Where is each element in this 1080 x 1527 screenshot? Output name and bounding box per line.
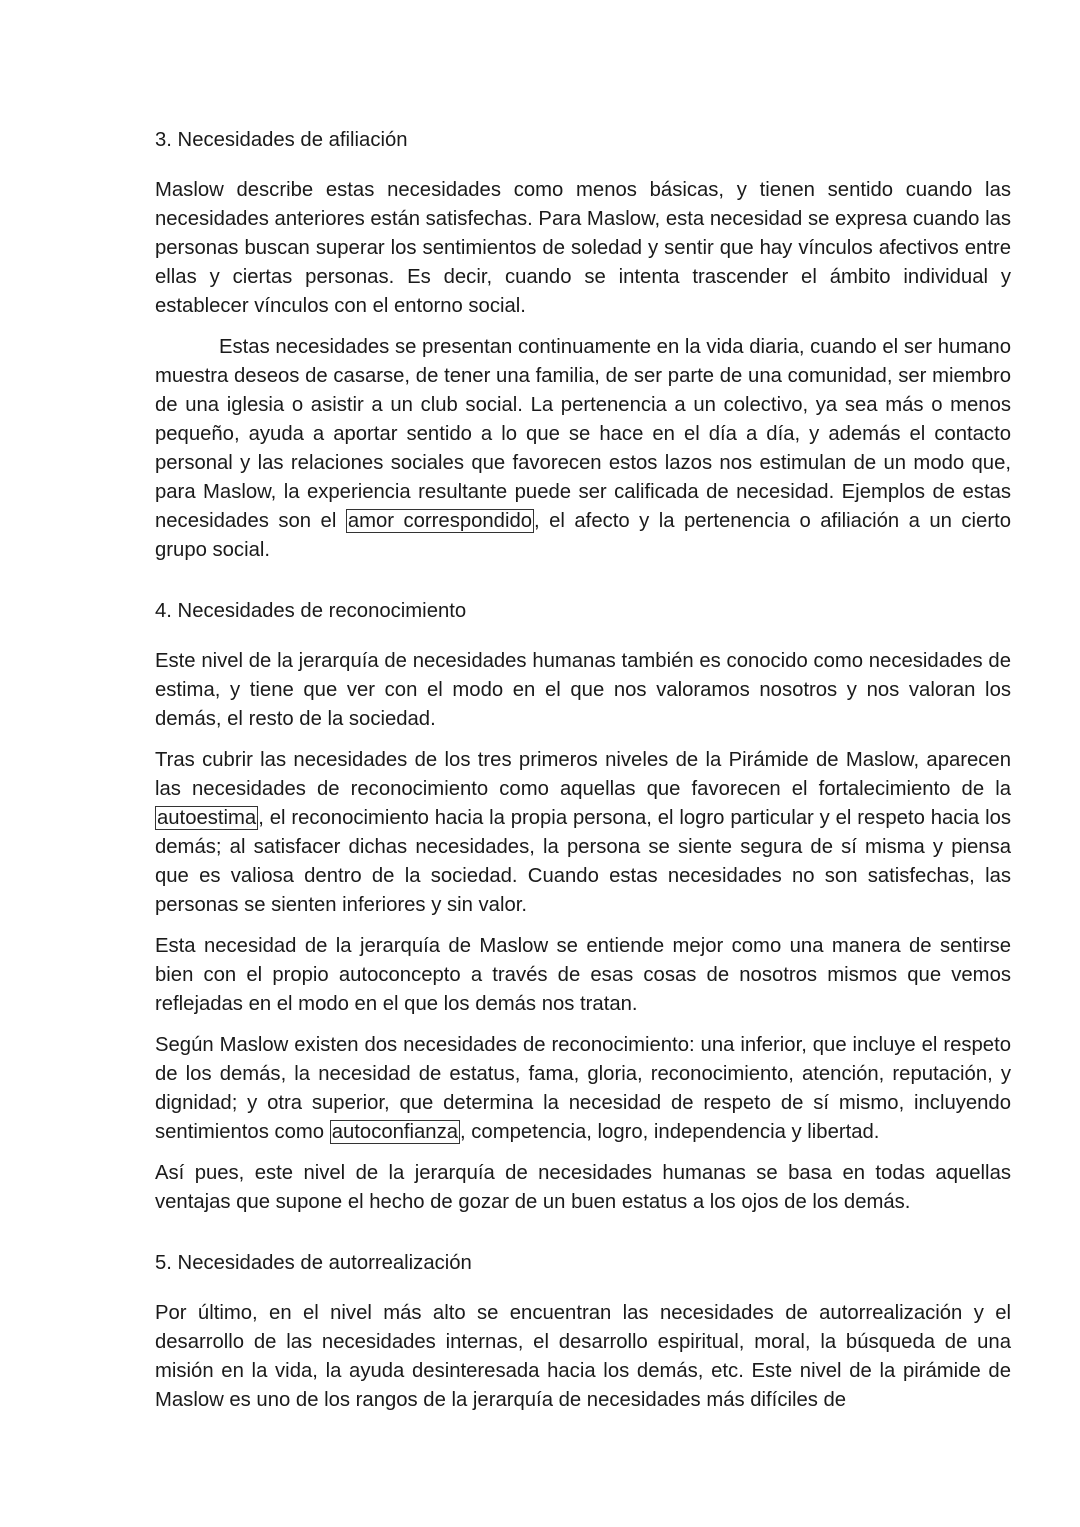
paragraph-text: , el afecto y la pertenencia o afiliación a un cierto grupo social. [155, 510, 1012, 561]
section-title-recognition: 4. Necesidades de reconocimiento [155, 600, 467, 622]
paragraph-text: Tras cubrir las necesidades de los tres primeros niveles de la Pirámide de Maslow, aparecen las necesidades de reconocimiento como aquellas que favorecen el fortalecimiento de la [155, 749, 1011, 800]
paragraph-text: Estas necesidades se presentan continuamente en la vida diaria, cuando el ser humano muestra deseos de casarse, de tener una familia, de ser parte de una comunidad, ser miembro de una iglesia o asistir a un club social. La pertenencia a un colectivo, ya sea más o menos pequeño, ayuda a aportar sentido a lo que se hace en el día a día, y además el contacto personal y las relaciones sociales que favorecen estos lazos nos estimulan de un modo que, para Maslow, la experiencia resultante puede ser calificada de necesidad. Ejemplos de estas necesidades son el [155, 336, 1011, 532]
paragraph: Por último, en el nivel más alto se encuentran las necesidades de autorrealización y el desarrollo de las necesidades internas, el desarrollo espiritual, moral, la búsqueda de una misión en la vida, la ayuda desinteresada hacia los demás, etc. Este nivel de la pirámide de Maslow es uno de los rangos de la jerarquía de necesidades más difíciles de [155, 1302, 1011, 1411]
document-page [155, 126, 1011, 1415]
boxed-term-autoconfianza: autoconfianza [331, 1121, 459, 1143]
paragraph: Esta necesidad de la jerarquía de Maslow se entiende mejor como una manera de sentirse bien con el propio autoconcepto a través de esas cosas de nosotros mismos que vemos reflejadas en el modo en el que los demás nos tratan. [155, 935, 1011, 1015]
boxed-term-amor-correspondido: amor correspondido [347, 510, 533, 532]
paragraph [155, 746, 1011, 920]
boxed-term-autoestima: autoestima [157, 807, 257, 829]
paragraph-text: Según Maslow existen dos necesidades de reconocimiento: una inferior, que incluye el respeto de los demás, la necesidad de estatus, fama, gloria, reconocimiento, atención, reputación, y dignidad; y otra superior, que determina la necesidad de respeto de sí mismo, incluyendo sentimientos como [155, 1034, 1011, 1143]
section-title-affiliation: 3. Necesidades de afiliación [155, 129, 408, 151]
paragraph: Así pues, este nivel de la jerarquía de necesidades humanas se basa en todas aquellas ventajas que supone el hecho de gozar de un buen estatus a los ojos de los demás. [155, 1162, 1011, 1213]
paragraph-text: , competencia, logro, independencia y libertad. [460, 1121, 880, 1143]
paragraph [155, 333, 1011, 565]
paragraph: Este nivel de la jerarquía de necesidades humanas también es conocido como necesidades de estima, y tiene que ver con el modo en el que nos valoramos nosotros y nos valoran los demás, el resto de la sociedad. [155, 650, 1011, 730]
paragraph: Maslow describe estas necesidades como menos básicas, y tienen sentido cuando las necesidades anteriores están satisfechas. Para Maslow, esta necesidad se expresa cuando las personas buscan superar los sentimientos de soledad y sentir que hay vínculos afectivos entre ellas y ciertas personas. Es decir, cuando se intenta trascender el ámbito individual y establecer vínculos con el entorno social. [155, 179, 1011, 317]
section-title-self-actualization: 5. Necesidades de autorrealización [155, 1252, 472, 1274]
paragraph-text: , el reconocimiento hacia la propia persona, el logro particular y el respeto hacia los demás; al satisfacer dichas necesidades, la persona se siente segura de sí misma y piensa que es valiosa dentro de la sociedad. Cuando estas necesidades no son satisfechas, las personas se sienten inferiores y sin valor. [155, 807, 1011, 916]
paragraph [155, 1031, 1011, 1147]
